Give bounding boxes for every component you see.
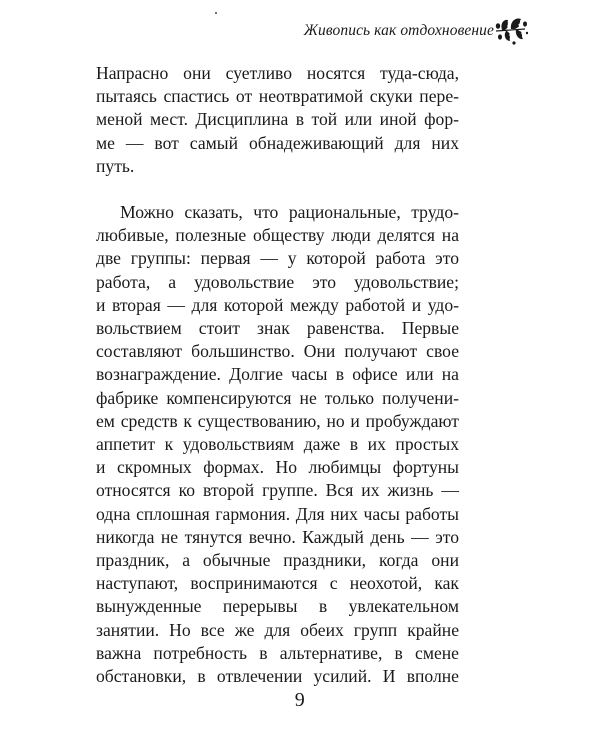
text-line: вознаграждение. Долгие часы в офисе или на	[96, 364, 459, 385]
text-line: наступают, воспринимаются с неохотой, как	[96, 573, 459, 594]
running-head-title: Живопись как отдохновение	[303, 22, 494, 39]
paragraph-gap	[96, 178, 459, 201]
text-line: Можно сказать, что рациональные, трудо-	[120, 202, 459, 223]
text-line: важна потребность в альтернативе, в смене	[96, 642, 459, 663]
text-line: и вторая — для которой между работой и удо-	[96, 294, 459, 315]
text-line: и скромных формах. Но любимцы фортуны	[96, 457, 459, 478]
text-line: ме — вот самый обнадеживающий для них	[96, 132, 459, 153]
text-line: путь.	[96, 155, 135, 176]
text-line: Напрасно они суетливо носятся туда-сюда,	[96, 63, 459, 83]
text-line: составляют большинство. Они получают свое	[96, 341, 459, 362]
text-line: фабрике компенсируются не только получени-	[96, 387, 459, 408]
text-line: обстановки, в отвлечении усилий. И вполне	[96, 666, 459, 687]
text-line: вольствием стоит знак равенства. Первые	[96, 318, 459, 339]
text-line: ем средств к существованию, но и пробуждают	[96, 410, 459, 431]
body-text	[96, 62, 459, 688]
oak-leaf-acorn-icon	[494, 14, 528, 46]
text-line: занятии. Но все же для обеих групп крайне	[96, 619, 459, 640]
text-line: работа, а удовольствие это удовольствие;	[96, 271, 459, 292]
text-line: никогда не тянутся вечно. Каждый день — это	[96, 526, 459, 547]
page-number: 9	[294, 689, 306, 711]
text-line: вынужденные перерывы в увлекательном	[96, 596, 459, 617]
text-line: праздник, а обычные праздники, когда они	[96, 550, 459, 571]
text-line: одна сплошная гармония. Для них часы работы	[96, 503, 459, 524]
text-line: любивые, полезные обществу люди делятся на	[96, 225, 459, 246]
text-line: аппетит к удовольствиям даже в их простых	[96, 434, 459, 455]
text-line: пытаясь спастись от неотвратимой скуки пере-	[96, 86, 459, 107]
text-line: меной мест. Дисциплина в той или иной фор-	[96, 109, 459, 130]
text-line: относятся ко второй группе. Вся их жизнь —	[96, 480, 459, 501]
print-speck	[215, 12, 217, 14]
text-line: две группы: первая — у которой работа это	[96, 248, 459, 269]
